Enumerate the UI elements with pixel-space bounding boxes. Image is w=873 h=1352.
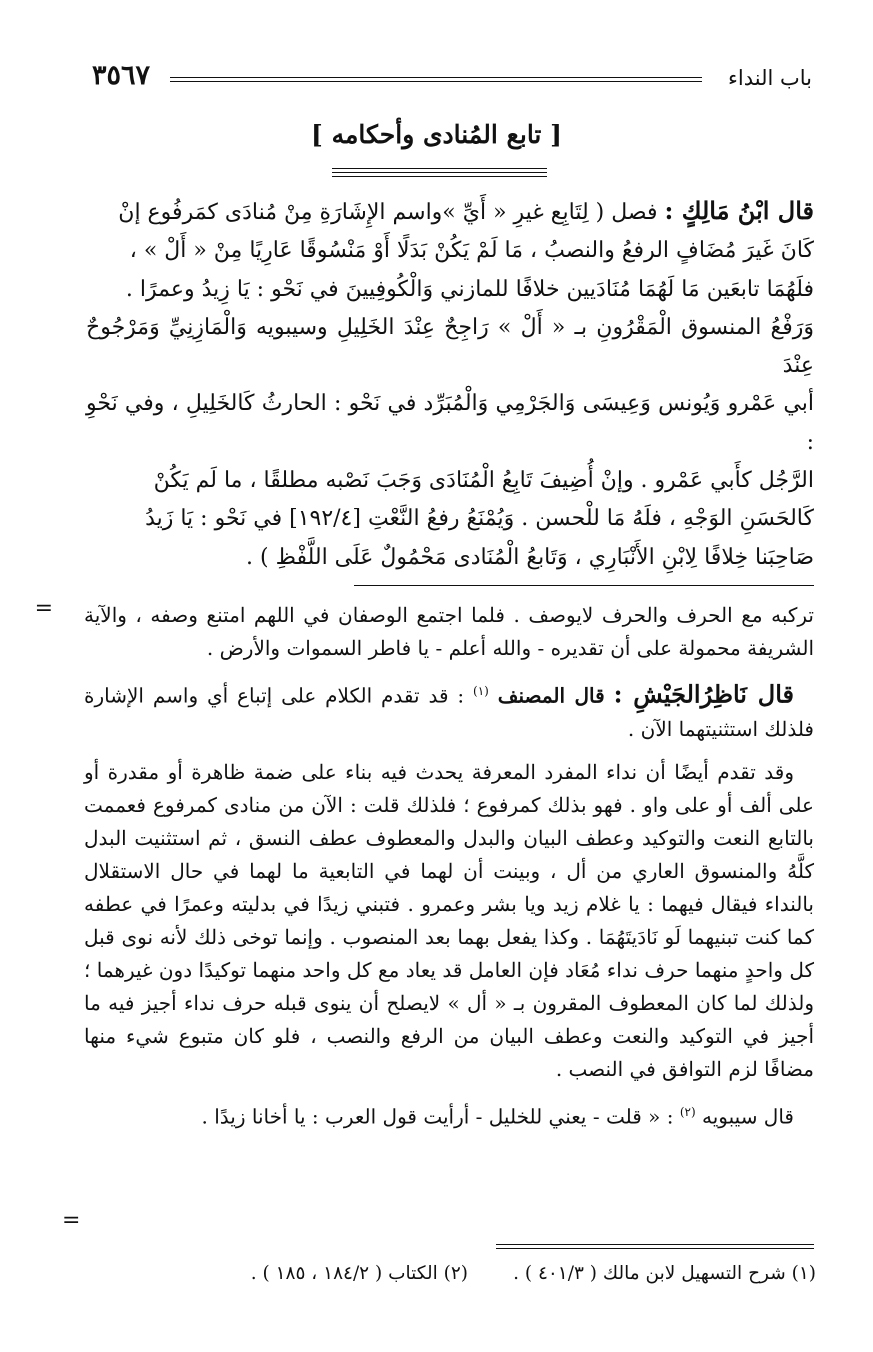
main-line-1: قال ابْنُ مَالِكٍ : فصل ( لِتَابِع غيرِ « أَيِّ »واسم الإِشَارَةِ مِنْ مُنادَى كمَرفُوع إنْ [118,196,814,225]
footnote-2: (٢) الكتاب ( ١٨٤/٢ ، ١٨٥ ) . [250,1263,468,1284]
commentary-paragraph: وقد تقدم أيضًا أن نداء المفرد المعرفة يحدث فيه بناء على ضمة ظاهرة أو مقدرة أو على ألف أو على واو . فهو بذلك كمرفوع ؛ فلذلك قلت : الآن من منادى كمرفوع فعممت بالتابع النعت والتوكيد وعطف البيان والبدل والمعطوف عطف النسق ، ثم استثنيت البدل كلَّهُ والمنسوق العاري من أل ، وبينت أن لهما في التابعية ما لهما في حال الاستقلال بالنداء فيقال فيهما : يا غلام زيد ويا بشر وعمرو . فتبني زيدًا في بدليته وعمرًا في عطفه كما كنت تبنيهما لَو نَادَيتَهُمَا . وكذا يفعل بهما بعد المنصوب . وإنما توخى ذلك لأنه نوى قبل كل واحدٍ منهما حرف نداء مُعَاد فإن العامل قد يعاد مع كل واحد منهما توكيدًا دون غيرهما ؛ ولذلك لما كان المعطوف المقرون بـ « أل » لايصلح أن ينوى قبله حرف نداء أجيز فيه ما أجيز في التوكيد والنعت وعطف البيان من الرفع والنصب ، فلو كان متبوع شيء منها مضافًا لزم التوافق في النصب . [84,759,814,1081]
footnote-marker-1: (١) [473,684,489,698]
main-line-8: صَاحِبَنا خِلافًا لِابْنِ الأَنْبَارِي ، وَتَابعُ الْمُنَادى مَحْمُولٌ عَلَى اللَّفْظِ ) . [246,544,814,570]
main-line-5: أبي عَمْرو وَيُونس وَعِيسَى وَالجَرْمِي وَالْمُبَرِّد في نَحْو : الحارثُ كَالخَلِيلِ ، وفي نَحْوِ : [86,391,814,455]
sibawayh-paragraph: قال سيبويه $^{(٢)}$ : « قلت - يعني للخليل - أرأيت قول العرب : يا أخانا زيدًا . [201,1104,794,1129]
section-title: [ تابع المُنادى وأحكامه ] [311,120,562,149]
page-number: ٣٥٦٧ [92,60,151,91]
chapter-title: باب النداء [728,66,812,90]
continuation-mark-bottom: = [62,1208,81,1233]
nazir-label: قال نَاظِرُالجَيْشِ : [613,679,795,709]
main-line-7: كَالحَسَنِ الوَجْهِ ، فلَهُ مَا للْحسن . وَيُمْنَعُ رفعُ النَّعْتِ [١٩٢/٤] في نَحْو : يَا زَيدُ [145,506,814,532]
title-rule [332,168,547,180]
musannif-label: قال المصنف [497,683,605,708]
footnote-marker-2: (٢) [679,1104,696,1119]
separator-rule [354,585,814,586]
main-line-6: الرَّجُل كأَبي عَمْرو . وإنْ أُضِيفَ تَابِعُ الْمُنَادَى وَجَبَ نَصْبه مطلقًا ، ما لَم يَكُنْ [153,468,814,494]
continuation-mark-top: = [34,596,53,621]
author-label: قال ابْنُ مَالِكٍ : [664,196,814,225]
footnote-1: (١) شرح التسهيل لابن مالك ( ٤٠١/٣ ) . [513,1263,816,1284]
running-header [92,60,812,100]
main-line-3: فلَهُمَا تابعَين مَا لَهُمَا مُنَادَيين خلافًا للمازني وَالْكُوفِيينَ في نَحْو : يَا زِيدُ وعمرًا . [125,276,814,302]
nazir-paragraph: قال نَاظِرُالجَيْشِ : قال المصنف $^{(١)}$ : قد تقدم الكلام على إتباع أي واسم الإشارة فلذلك استثنيتهما الآن . [84,679,814,741]
header-rule [170,77,702,82]
main-line-2: كَانَ غَيرَ مُضَافٍ الرفعُ والنصبُ ، مَا لَمْ يَكُنْ بَدَلًا أَوْ مَنْسُوقًا عَارِيًا مِنْ « أَلْ » ، [129,238,814,264]
footnote-rule [496,1244,814,1252]
main-text [86,192,814,577]
continued-text: تركبه مع الحرف والحرف لايوصف . فلما اجتمع الوصفان في اللهم امتنع وصفه ، والآية الشريفة محمولة على أن تقديره - والله أعلم - يا فاطر السموات والأرض . [84,603,814,660]
sibawayh-label: قال سيبويه [702,1104,794,1129]
main-line-4: وَرَفْعُ المنسوق الْمَقْرُونِ بـ « أَلْ » رَاجِحٌ عِنْدَ الخَلِيلِ وسيبويه وَالْمَازِنِيِّ وَمَرْجُوحٌ عِنْدَ [86,314,814,379]
commentary-text [84,599,814,1133]
